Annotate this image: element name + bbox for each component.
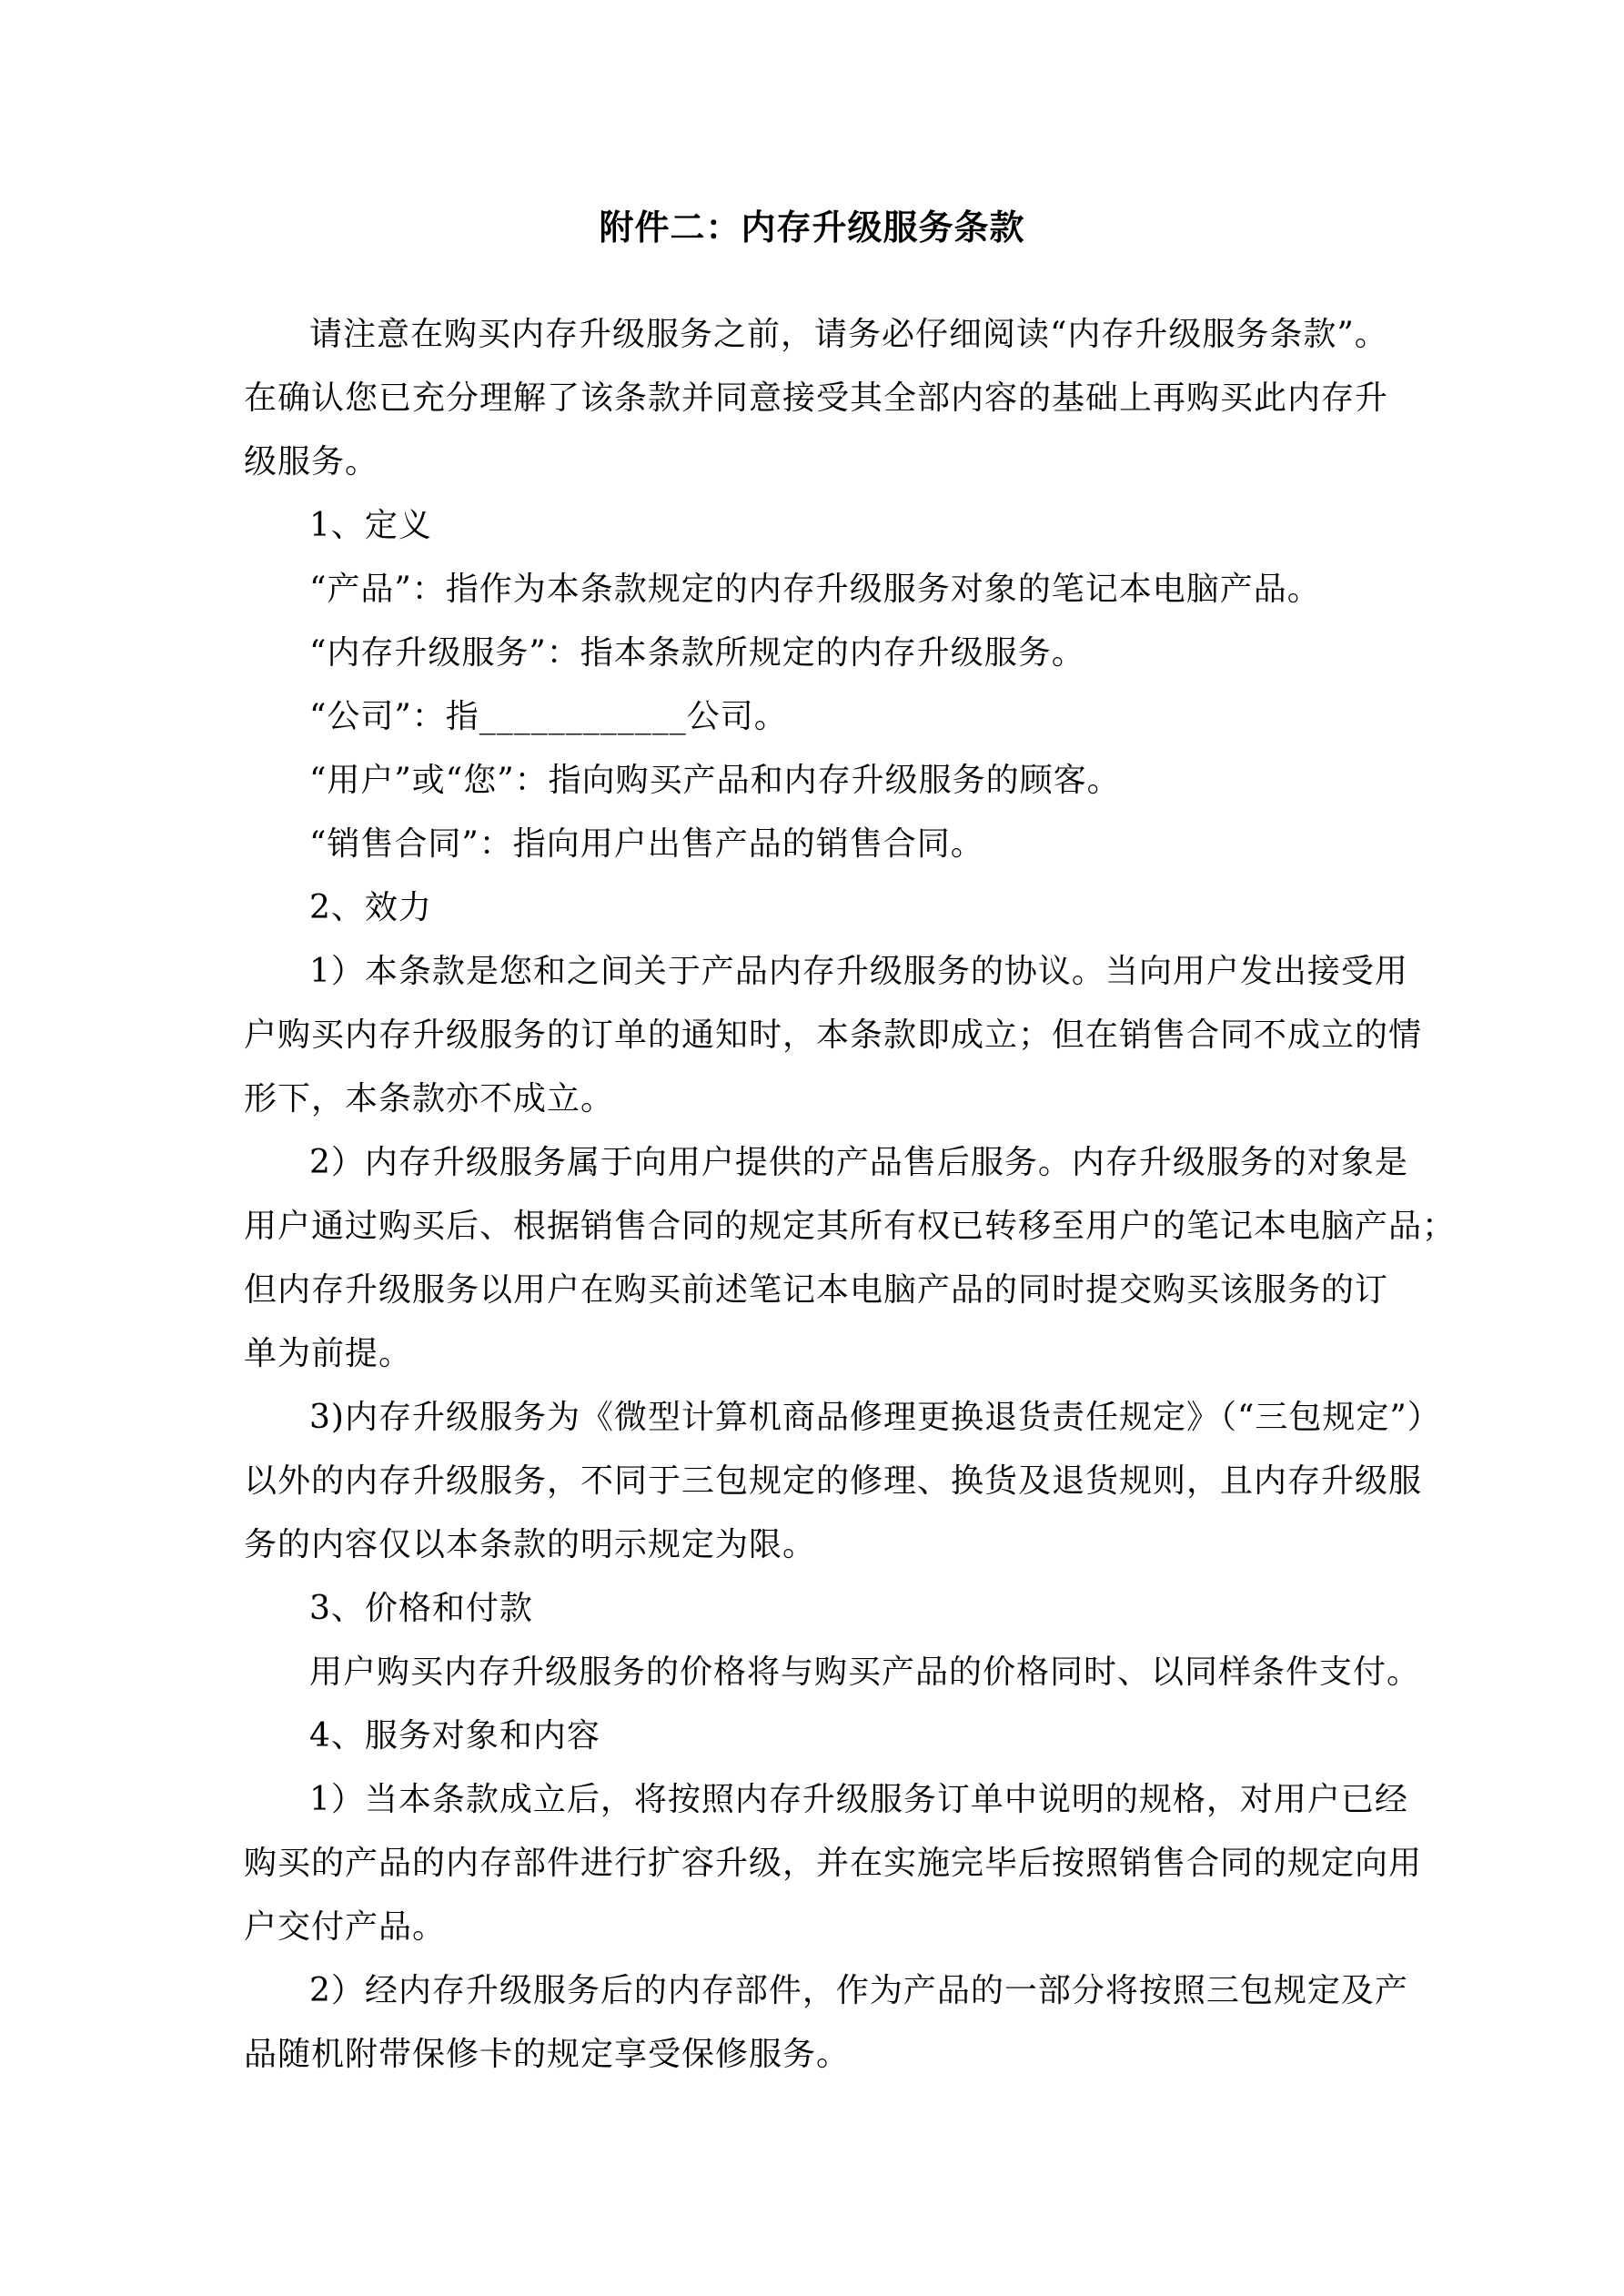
- text-line: 请注意在购买内存升级服务之前，请务必仔细阅读“内存升级服务条款”。: [309, 316, 1388, 353]
- text-line: 1）本条款是您和之间关于产品内存升级服务的协议。当向用户发出接受用: [309, 953, 1408, 990]
- text-line: 级服务。: [244, 443, 379, 480]
- text-line: 2）经内存升级服务后的内存部件，作为产品的一部分将按照三包规定及产: [309, 1972, 1408, 2009]
- text-line: 户购买内存升级服务的订单的通知时，本条款即成立；但在销售合同不成立的情: [244, 1017, 1423, 1054]
- text-line: 用户通过购买后、根据销售合同的规定其所有权已转移至用户的笔记本电脑产品；: [244, 1208, 1457, 1245]
- text-line: “销售合同”：指向用户出售产品的销售合同。: [309, 825, 984, 863]
- text-line: 4、服务对象和内容: [309, 1717, 600, 1755]
- text-line: 1）当本条款成立后，将按照内存升级服务订单中说明的规格，对用户已经: [309, 1781, 1408, 1818]
- text-line: 1、定义: [309, 507, 432, 544]
- text-line: “公司”：指____________公司。: [309, 698, 788, 735]
- text-line: 单为前提。: [244, 1335, 413, 1372]
- text-line: 以外的内存升级服务，不同于三包规定的修理、换货及退货规则，且内存升级服: [244, 1462, 1423, 1500]
- text-line: 2）内存升级服务属于向用户提供的产品售后服务。内存升级服务的对象是: [309, 1144, 1408, 1181]
- document-title: 附件二：内存升级服务条款: [599, 207, 1025, 248]
- text-line: 形下，本条款亦不成立。: [244, 1080, 615, 1118]
- text-line: “用户”或“您”：指向购买产品和内存升级服务的顾客。: [309, 762, 1121, 799]
- text-line: 品随机附带保修卡的规定享受保修服务。: [244, 2036, 851, 2073]
- document-body: [244, 303, 1457, 2087]
- text-line: 但内存升级服务以用户在购买前述笔记本电脑产品的同时提交购买该服务的订: [244, 1271, 1389, 1309]
- text-line: 用户购买内存升级服务的价格将与购买产品的价格同时、以同样条件支付。: [309, 1654, 1421, 1691]
- text-line: 务的内容仅以本条款的明示规定为限。: [244, 1526, 817, 1563]
- text-line: 2、效力: [309, 889, 432, 926]
- text-line: 户交付产品。: [244, 1908, 447, 1946]
- text-line: 在确认您已充分理解了该条款并同意接受其全部内容的基础上再购买此内存升: [244, 379, 1389, 417]
- text-line: 3、价格和付款: [309, 1590, 533, 1627]
- text-line: 购买的产品的内存部件进行扩容升级，并在实施完毕后按照销售合同的规定向用: [244, 1845, 1423, 1882]
- text-line: 3)内存升级服务为《微型计算机商品修理更换退货责任规定》（“三包规定”）: [309, 1399, 1441, 1436]
- text-line: “内存升级服务”：指本条款所规定的内存升级服务。: [309, 634, 1085, 672]
- text-line: “产品”：指作为本条款规定的内存升级服务对象的笔记本电脑产品。: [309, 571, 1321, 608]
